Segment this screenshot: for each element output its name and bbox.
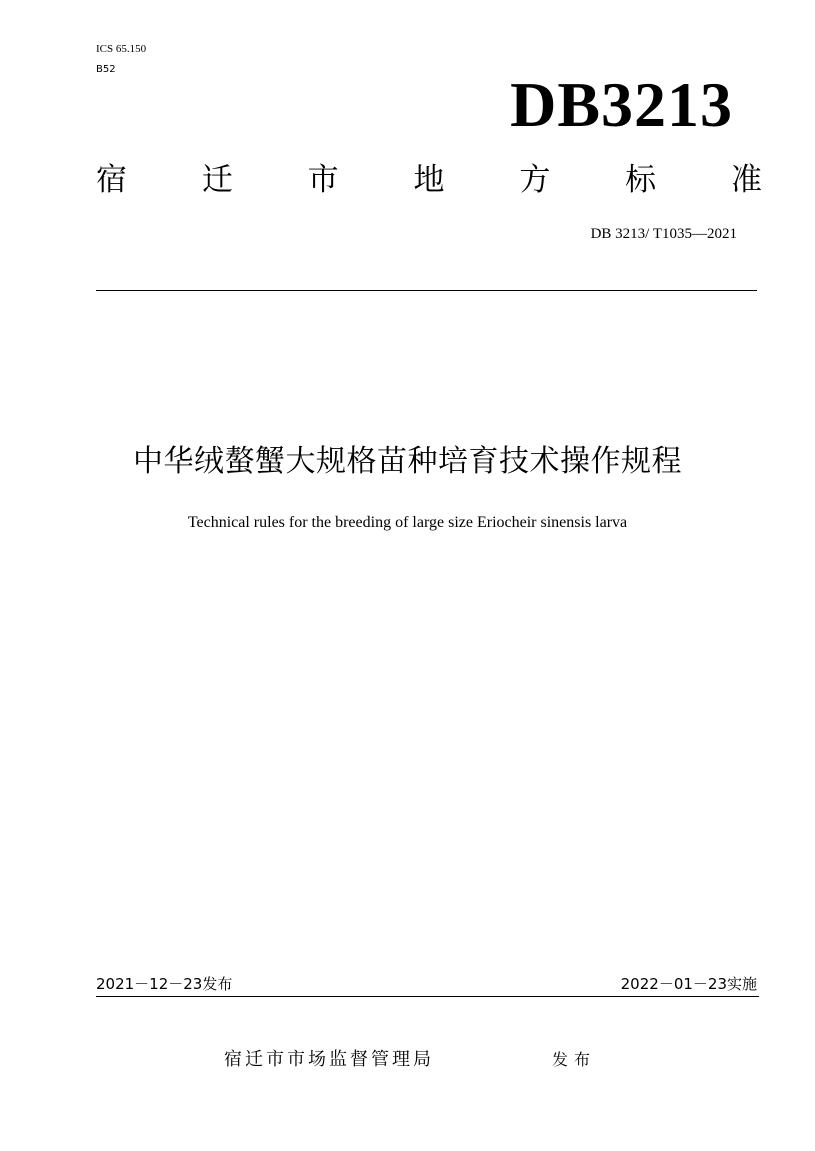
standard-type-char: 方 (519, 162, 551, 198)
implementation-date: 2022－01－23实施 (620, 975, 757, 993)
standard-type-char: 宿 (96, 162, 127, 198)
standard-type-char: 准 (730, 162, 762, 198)
document-title-english: Technical rules for the breeding of large size Eriocheir sinensis larva (187, 514, 628, 531)
issue-date: 2021－12－23发布 (96, 975, 233, 993)
ics-code: ICS 65.150 (96, 43, 147, 55)
standard-type (96, 160, 762, 200)
classification-code: B52 (96, 64, 116, 75)
publish-label: 发布 (552, 1050, 597, 1069)
document-title: 中华绒螯蟹大规格苗种培育技术操作规程 (133, 444, 682, 479)
publisher: 宿迁市市场监督管理局 (224, 1049, 434, 1070)
header-divider (96, 290, 757, 291)
standard-number: DB 3213/ T1035—2021 (590, 226, 737, 242)
standard-code: DB3213 (510, 69, 733, 140)
standard-type-char: 地 (413, 162, 445, 198)
standard-type-char: 标 (625, 162, 657, 198)
footer-divider (96, 996, 759, 997)
standard-type-char: 市 (307, 162, 339, 198)
standard-type-char: 迁 (201, 162, 233, 198)
